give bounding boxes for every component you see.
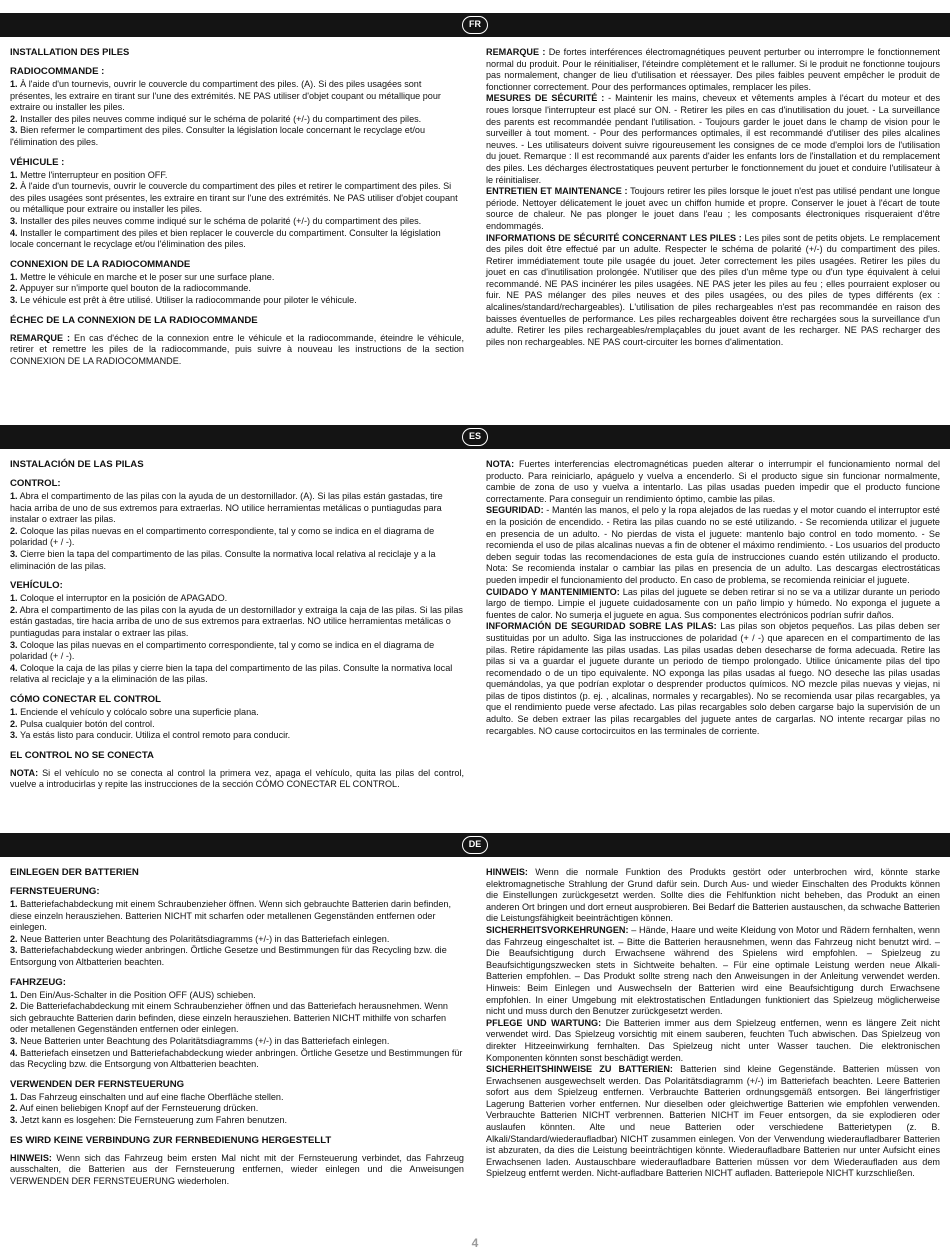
list-item: 3. Le véhicule est prêt à être utilisé. Utiliser la radiocommande pour piloter le véhicule. — [10, 294, 357, 305]
list-item: 1. Enciende el vehículo y colócalo sobre una superficie plana. — [10, 706, 259, 717]
es-remote-block — [10, 478, 464, 572]
list-item: 3. Bien refermer le compartiment des piles. Consulter la législation locale concernant le recyclage et/ou l'élimination des piles. — [10, 125, 425, 147]
fr-fail-paragraph: REMARQUE : En cas d'échec de la connexion entre le véhicule et la radiocommande, éteindre le véhicule, retirer et remettre les piles de la radiocommande, puis suivre à nouveau les instructions de la section CONNEXION DE LA RADIOCOMMANDE. — [10, 332, 465, 366]
lang-bar-de — [0, 833, 950, 857]
list-item: 2. Auf einen beliebigen Knopf auf der Fernsteuerung drücken. — [10, 1103, 259, 1114]
list-item: 3. Installer des piles neuves comme indiqué sur le schéma de polarité (+/-) du compartiment des piles. — [10, 215, 422, 226]
de-safety-paragraph: SICHERHEITSVORKEHRUNGEN: – Hände, Haare und weite Kleidung von Motor und Rädern fernhalten, wenn das Fahrzeug eingeschaltet ist. – Bitte die Batterien herausnehmen, wenn das Fahrzeug nicht benutzt wird. – Die Beaufsichtigung durch Erwachsene während des Spielens wird empfohlen. – Spielzeug zu Beaufsichtigungszwecken stets in Sichtweite behalten. – Für eine optimale Leistung werden neue Alkali-Batterien empfohlen. – Das Produkt sollte streng nach den Anweisungen in der Anleitung verwendet werden. Hinweis: Beim Einlegen und Auswechseln der Batterien wird eine Beaufsichtigung durch Erwachsene empfohlen. In einer Umgebung mit elektrostatischen Entladungen funktioniert das Spielzeug möglicherweise nicht und muss durch den Benutzer zurückgesetzt werden. — [486, 924, 940, 1017]
es-connect-heading: CÓMO CONECTAR EL CONTROL — [10, 693, 162, 705]
de-vehicle-block — [10, 977, 464, 1071]
de-title: EINLEGEN DER BATTERIEN — [10, 867, 139, 878]
fr-maintenance-paragraph: ENTRETIEN ET MAINTENANCE : Toujours retirer les piles lorsque le jouet n'est pas utilisé pendant une longue période. Nettoyer délicatement le jouet avec un chiffon humide et propre. Conserver le jouet à l'écart de toute source de chaleur. Ne pas plonger le jouet dans l'eau ; les composants électroniques risqueraient d'être endommagés. — [486, 186, 941, 231]
list-item: 2. À l'aide d'un tournevis, ouvrir le couvercle du compartiment des piles et retirer le compartiment des piles. Si des piles usagées sont présentes, les extraire en tirant sur l'une des extrémités. Ne PAS utiliser d'objet coupant ou métallique pour extraire ou installer les piles. — [10, 181, 458, 215]
es-fail-block — [10, 750, 464, 791]
de-remote-block — [10, 886, 464, 969]
language-badge-es: ES — [462, 428, 488, 446]
fr-battery-info-paragraph: INFORMATIONS DE SÉCURITÉ CONCERNANT LES PILES : Les piles sont de petits objets. Le remplacement des piles doit être effectué par un adulte. Respecter le schéma de polarité (+/-) du compartiment des piles. Retirer immédiatement toute pile usagée du jouet. Jeter correctement les piles usagées. Retirer les piles du jouet en cas d'inutilisation prolongée. N'utiliser que des piles d'un même type ou d'un type équivalent à celui recommandé. NE PAS incinérer les piles usagées. NE PAS jeter les piles au feu ; elles pourraient exploser ou fuir. NE PAS mélanger des piles neuves et des piles usagées, ou des piles de types différents (ex : alcalines/standard/rechargeables). L'utilisation de piles rechargeables n'est pas recommandée en raison des baisses éventuelles de performance. Les piles rechargeables doivent être rechargées sous la surveillance d'un adulte. Retirer les piles rechargeables/remplaçables du jouet avant de les recharger. NE PAS recharger des piles non rechargeables. NE PAS court-circuiter les bornes d'alimentation. — [486, 232, 940, 347]
es-safety-paragraph: SEGURIDAD: - Mantén las manos, el pelo y la ropa alejados de las ruedas y el motor cuando el interruptor esté en la posición de encendido. - Retira las pilas cuando no se esté utilizando. - Se recomienda utilizar el juguete en presencia de un adulto. - No pierdas de vista el juguete: mantenlo bajo control en todo momento. - Se recomienda el uso de pilas alcalinas nuevas a fin de obtener el máximo rendimiento. - Los usuarios del producto deben seguir todas las recomendaciones de esta guía de instrucciones cuando estén utilizando el producto. Nota: Se recomienda instalar o cambiar las pilas en presencia de un adulto. Las descargas electrostáticas pueden impedir el funcionamiento del producto. En caso de problema, se recomienda reiniciar el juguete. — [486, 505, 940, 585]
list-item: 1. Das Fahrzeug einschalten und auf eine flache Oberfläche stellen. — [10, 1091, 284, 1102]
list-item: 1. Batteriefachabdeckung mit einem Schraubenzieher öffnen. Wenn sich gebrauchte Batterien darin befinden, diese einzeln herausziehen. Batterien NICHT mit scharfen oder metallenen Gegenständen entfernen oder einlegen. — [10, 899, 452, 933]
language-badge-de: DE — [462, 836, 488, 854]
list-item: 4. Coloque la caja de las pilas y cierre bien la tapa del compartimento de las pilas. Consulte la normativa local relativa al reciclaje y a la eliminación de las pilas. — [10, 662, 453, 685]
de-maintenance-paragraph: PFLEGE UND WARTUNG: Die Batterien immer aus dem Spielzeug entfernen, wenn es längere Zeit nicht verwendet wird. Das Spielzeug vorsichtig mit einem sauberen, feuchten Tuch abwischen. Das Spielzeug von direkter Hitzeeinwirkung fernhalten. Das Spielzeug nicht unter Wasser tauchen. Die elektronischen Komponenten könnten sonst beschädigt werden. — [486, 1017, 940, 1063]
list-item: 1. Coloque el interruptor en la posición de APAGADO. — [10, 593, 228, 604]
list-item: 2. Coloque las pilas nuevas en el compartimento correspondiente, tal y como se indica en el diagrama de polaridad (+ / -). — [10, 525, 435, 548]
de-connect-heading: VERWENDEN DER FERNSTEUERUNG — [10, 1078, 185, 1090]
fr-connect-block — [10, 259, 464, 307]
fr-fail-heading: ÉCHEC DE LA CONNEXION DE LA RADIOCOMMANDE — [10, 314, 258, 326]
de-vehicle-heading: FAHRZEUG: — [10, 976, 66, 988]
de-fail-paragraph: HINWEIS: Wenn sich das Fahrzeug beim ersten Mal nicht mit der Fernsteuerung verbindet, das Fahrzeug ausschalten, die Batterien aus der Fernsteuerung entfernen, wieder einlegen und die Anweisungen VERWENDEN DER FERNSTEUERUNG wiederholen. — [10, 1152, 464, 1186]
de-battery-info-paragraph: SICHERHEITSHINWEISE ZU BATTERIEN: Batterien sind kleine Gegenstände. Batterien müssen von Erwachsenen ausgewechselt werden. Das Polaritätsdiagramm (+/-) im Batteriefach beachten. Leere Batterien sofort aus dem Spielzeug entfernen. Verbrauchte Batterien ordnungsgemäß entsorgen. Bei längerfristiger Lagerung Batterien vorher entfernen. Nur dieselben oder gleichwertige Batterien wie empfohlen verwenden. Verbrauchte Batterien NICHT verbrennen. Batterien NICHT im Feuer entsorgen, da sie explodieren oder auslaufen könnten. Alte und neue Batterien oder verschiedene Batterietypen (z. B. Alkali/Standard/wiederaufladbar) NICHT zusammen einlegen. Von der Verwendung wiederaufladbarer Batterien ist abzuraten, da dies die Leistung beeinträchtigen könnte. Wiederaufladbare Batterien nur unter Aufsicht eines Erwachsenen laden. Austauschbare wiederaufladbare Batterien müssen vor dem Wiederaufladen aus dem Spielzeug entfernt werden. Nicht-aufladbare Batterien NICHT aufladen. Batteriepole NICHT kurzschließen. — [486, 1064, 940, 1179]
fr-fail-block — [10, 315, 464, 368]
es-note-paragraph: NOTA: Fuertes interferencias electromagnéticas pueden alterar o interrumpir el funcionamiento normal del producto. Para reiniciarlo, apáguelo y vuelva a encenderlo. Si el producto sigue sin funcionar normalmente, cambie de zona de uso y vuelva a intentarlo. Las pilas usadas pueden impedir que el producto funcione correctamente. Para conseguir un rendimiento óptimo, cambie las pilas. — [486, 459, 940, 504]
list-item: 3. Ya estás listo para conducir. Utiliza el control remoto para conducir. — [10, 730, 291, 741]
es-fail-heading: EL CONTROL NO SE CONECTA — [10, 749, 154, 761]
fr-left-column — [10, 47, 464, 375]
list-item: 1. Mettre l'interrupteur en position OFF. — [10, 169, 168, 180]
fr-remote-block — [10, 66, 464, 149]
fr-note-paragraph: REMARQUE : De fortes interférences électromagnétiques peuvent perturber ou interrompre le fonctionnement normal du produit. Pour le réinitialiser, l'éteindre complètement et le rallumer. Si le produit ne fonctionne toujours pas normalement, changer de lieu d'utilisation et réessayer. Des piles faibles peuvent empêcher le produit de fonctionner correctement. Pour des performances optimales, remplacer les piles. — [486, 47, 941, 92]
list-item: 2. Pulsa cualquier botón del control. — [10, 718, 155, 729]
de-connect-block — [10, 1079, 464, 1127]
list-item: 2. Abra el compartimento de las pilas con la ayuda de un destornillador y extraiga la caja de las pilas. Si las pilas están gastadas, tire hacia arriba de uno de sus extremos para extraerlas. NO utilice herramientas metálicas o puntiagudas para instalar o extraer las pilas. — [10, 604, 463, 638]
fr-safety-paragraph: MESURES DE SÉCURITÉ : - Maintenir les mains, cheveux et vêtements amples à l'écart du moteur et des roues lorsque l'interrupteur est placé sur ON. - Retirer les piles en cas d'inutilisation du jouet. - La surveillance des parents est recommandée pendant l'utilisation. - Toujours garder le jouet dans le champ de vision pour le surveiller à tout moment. - Pour des performances optimales, il est recommandé d'utiliser des piles alcalines neuves. - Les utilisateurs doivent suivre rigoureusement les consignes de ce mode d'emploi lors de l'utilisation du jouet. Remarque : Il est recommandé aux parents d'aider les enfants lors de l'installation et du remplacement des piles. Les décharges électrostatiques peuvent perturber le fonctionnement du jouet et conduire l'utilisateur à le réinitialiser. — [486, 93, 940, 185]
es-remote-heading: CONTROL: — [10, 478, 61, 489]
fr-vehicle-block — [10, 157, 464, 251]
es-battery-info-paragraph: INFORMACIÓN DE SEGURIDAD SOBRE LAS PILAS: Las pilas son objetos pequeños. Las pilas deben ser sustituidas por un adulto. Siga las instrucciones de polaridad (+ / -) que aparecen en el compartimento de las pilas. Retire rápidamente las pilas usadas. Las pilas usadas deben desecharse de forma adecuada. Retire las pilas si va a guardar el juguete durante un periodo de tiempo prolongado. Utilice únicamente pilas del tipo recomendado o de un tipo equivalente. NO exponga las pilas usadas al fuego. NO deseche las pilas usadas quemándolas, ya que podrían explotar o desprender productos químicos. NO mezcle pilas nuevas y viejas, ni pilas de tipos distintos (p. ej. , alcalinas, normales y recargables). No se recomienda usar pilas recargables, ya que el rendimiento puede verse afectado. Las pilas recargables solo deben cargarse bajo la supervisión de un adulto. Se deben extraer las pilas recargables del juguete antes de cargarlas. NO intente recargar pilas no recargables. NO cause cortocircuitos en las terminales de corriente. — [486, 621, 940, 736]
list-item: 2. Installer des piles neuves comme indiqué sur le schéma de polarité (+/-) du compartiment des piles. — [10, 113, 422, 124]
de-fail-block — [10, 1135, 464, 1188]
list-item: 3. Neue Batterien unter Beachtung des Polaritätsdiagramms (+/-) in das Batteriefach einlegen. — [10, 1035, 390, 1046]
es-connect-block — [10, 694, 464, 742]
es-vehicle-block — [10, 580, 464, 686]
fr-remote-heading: RADIOCOMMANDE : — [10, 66, 105, 77]
list-item: 3. Coloque las pilas nuevas en el compartimento correspondiente, tal y como se indica en el diagrama de polaridad (+ / -). — [10, 639, 435, 662]
fr-right-column — [486, 47, 940, 348]
page-number: 4 — [471, 1236, 479, 1250]
list-item: 3. Batteriefachabdeckung wieder anbringen. Örtliche Gesetze und Bestimmungen für das Recycling bzw. die Entsorgung von Altbatterien beachten. — [10, 945, 447, 967]
fr-title: INSTALLATION DES PILES — [10, 47, 130, 58]
es-left-column — [10, 459, 464, 799]
fr-vehicle-heading: VÉHICULE : — [10, 156, 65, 168]
list-item: 1. Mettre le véhicule en marche et le poser sur une surface plane. — [10, 271, 275, 282]
list-item: 2. Appuyer sur n'importe quel bouton de la radiocommande. — [10, 283, 251, 294]
lang-bar-es — [0, 425, 950, 449]
de-note-paragraph: HINWEIS: Wenn die normale Funktion des Produkts gestört oder unterbrochen wird, könnte starke elektromagnetische Strahlung der Grund dafür sein. Durch Aus- und wieder Einschalten des Produkts können die Einstellungen zurückgesetzt werden. Sollte dies die Fehlfunktion nicht beheben, das Produkt an einen anderen Ort bringen und dort erneut ausprobieren. Bei Bedarf die Batterien austauschen, da schwache Batterien die Leistungsfähigkeit beeinträchtigen können. — [486, 867, 940, 924]
es-vehicle-heading: VEHÍCULO: — [10, 580, 63, 592]
de-right-column — [486, 867, 940, 1180]
list-item: 2. Neue Batterien unter Beachtung des Polaritätsdiagramms (+/-) in das Batteriefach einlegen. — [10, 933, 390, 944]
es-fail-paragraph: NOTA: Si el vehículo no se conecta al control la primera vez, apaga el vehículo, quita las pilas del control, vuelve a introducirlas y repite las instrucciones de la sección CÓMO CONECTAR EL CONTROL. — [10, 767, 464, 790]
es-right-column — [486, 459, 940, 737]
list-item: 3. Cierre bien la tapa del compartimento de las pilas. Consulte la normativa local relativa al reciclaje y a la eliminación de las pilas. — [10, 548, 436, 571]
lang-bar-fr — [0, 13, 950, 37]
list-item: 2. Die Batteriefachabdeckung mit einem Schraubenzieher öffnen und das Batteriefach herausnehmen. Wenn sich gebrauchte Batterien darin befinden, diese einzeln herausziehen. Batterien NICHT mithilfe von scharfen oder metallenen Gegenständen entfernen oder einlegen. — [10, 1001, 448, 1035]
de-remote-heading: FERNSTEUERUNG: — [10, 886, 100, 897]
list-item: 1. Abra el compartimento de las pilas con la ayuda de un destornillador. (A). Si las pilas están gastadas, tire hacia arriba de uno de sus extremos para extraerlas. NO utilice herramientas metálicas o puntiagudas para instalar o extraer las pilas. — [10, 491, 443, 525]
de-left-column — [10, 867, 464, 1195]
list-item: 1. Den Ein/Aus-Schalter in die Position OFF (AUS) schieben. — [10, 989, 256, 1000]
list-item: 4. Installer le compartiment des piles et bien replacer le couvercle du compartiment. Consulter la législation locale concernant le recyclage et/ou l'élimination des piles. — [10, 227, 441, 250]
fr-connect-heading: CONNEXION DE LA RADIOCOMMANDE — [10, 258, 191, 270]
es-maintenance-paragraph: CUIDADO Y MANTENIMIENTO: Las pilas del juguete se deben retirar si no se va a utilizar durante un periodo largo de tiempo. Limpie el juguete cuidadosamente con un paño limpio y húmedo. No exponga el juguete a fuentes de calor. No sumerja el juguete en agua. Sus componentes electrónicos podrían sufrir daños. — [486, 586, 940, 620]
list-item: 3. Jetzt kann es losgehen: Die Fernsteuerung zum Fahren benutzen. — [10, 1114, 288, 1125]
list-item: 4. Batteriefach einsetzen und Batteriefachabdeckung wieder anbringen. Örtliche Gesetze und Bestimmungen für das Recycling bzw. die Entsorgung von Altbatterien beachten. — [10, 1047, 463, 1070]
list-item: 1. À l'aide d'un tournevis, ouvrir le couvercle du compartiment des piles. (A). Si des piles usagées sont présentes, les extraire en tirant sur l'une des extrémités. NE PAS utiliser d'objet coupant ou métallique pour extraire ou installer les piles. — [10, 79, 441, 113]
de-fail-heading: ES WIRD KEINE VERBINDUNG ZUR FERNBEDIENUNG HERGESTELLT — [10, 1134, 332, 1146]
language-badge-fr: FR — [462, 16, 488, 34]
es-title: INSTALACIÓN DE LAS PILAS — [10, 459, 144, 470]
